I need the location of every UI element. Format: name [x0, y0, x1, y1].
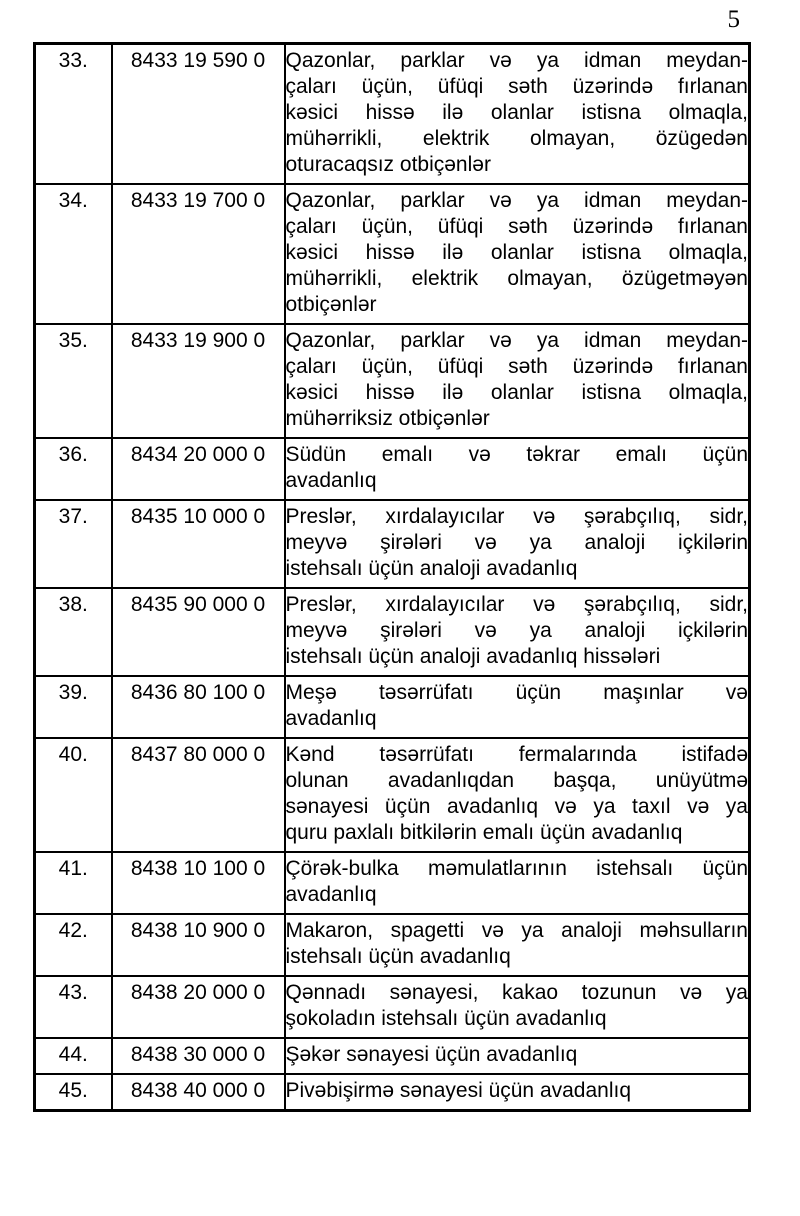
description-line: Makaron, spagetti və ya analoji məhsulların: [285, 919, 748, 942]
table-row: [35, 588, 750, 676]
description-line: şokoladın istehsalı üçün avadanlıq: [285, 1007, 607, 1030]
row-number-cell: 39.: [35, 676, 112, 738]
description-line: Qazonlar, parklar və ya idman meydan-: [285, 329, 748, 352]
code-cell: 8438 20 000 0: [112, 976, 285, 1038]
code-cell: 8435 90 000 0: [112, 588, 285, 676]
description-cell: [285, 438, 750, 500]
code-cell: 8433 19 590 0: [112, 44, 285, 185]
row-number-cell: 42.: [35, 914, 112, 976]
row-number-cell: 40.: [35, 738, 112, 852]
description-line: Südün emalı və təkrar emalı üçün: [285, 443, 748, 466]
description-line: mühərrikli, elektrik olmayan, özügedən: [285, 127, 748, 150]
table-row: [35, 438, 750, 500]
description-line: sənayesi üçün avadanlıq və ya taxıl və ya: [285, 795, 748, 818]
description-line: Qazonlar, parklar və ya idman meydan-: [285, 189, 748, 212]
description-cell: [285, 1038, 750, 1074]
table-row: [35, 324, 750, 438]
description-line: Şəkər sənayesi üçün avadanlıq: [285, 1043, 578, 1066]
page-number: 5: [727, 6, 740, 33]
description-line: quru paxlalı bitkilərin emalı üçün avadanlıq: [285, 821, 683, 844]
description-cell: [285, 44, 750, 185]
description-line: meyvə şirələri və ya analoji içkilərin: [285, 531, 748, 554]
code-cell: 8438 40 000 0: [112, 1074, 285, 1111]
description-line: istehsalı üçün analoji avadanlıq hissələri: [285, 645, 661, 668]
description-line: Qənnadı sənayesi, kakao tozunun və ya: [285, 981, 748, 1004]
description-cell: [285, 324, 750, 438]
description-line: Çörək-bulka məmulatlarının istehsalı üçün: [285, 857, 748, 880]
row-number-cell: 45.: [35, 1074, 112, 1111]
code-cell: 8436 80 100 0: [112, 676, 285, 738]
code-cell: 8438 30 000 0: [112, 1038, 285, 1074]
tariff-table: [33, 42, 751, 1112]
description-line: Qazonlar, parklar və ya idman meydan-: [285, 49, 748, 72]
code-cell: 8435 10 000 0: [112, 500, 285, 588]
table-row: [35, 500, 750, 588]
row-number-cell: 34.: [35, 184, 112, 324]
table-row: [35, 976, 750, 1038]
description-line: kəsici hissə ilə olanlar istisna olmaqla,: [285, 241, 748, 264]
description-cell: [285, 1074, 750, 1111]
row-number-cell: 37.: [35, 500, 112, 588]
code-cell: 8438 10 900 0: [112, 914, 285, 976]
description-line: Kənd təsərrüfatı fermalarında istifadə: [285, 743, 748, 766]
table-row: [35, 676, 750, 738]
code-cell: 8437 80 000 0: [112, 738, 285, 852]
description-line: istehsalı üçün analoji avadanlıq: [285, 557, 578, 580]
description-line: mühərriksiz otbiçənlər: [285, 407, 490, 430]
table-row: [35, 738, 750, 852]
row-number-cell: 44.: [35, 1038, 112, 1074]
description-line: avadanlıq: [285, 469, 377, 492]
description-cell: [285, 738, 750, 852]
description-line: kəsici hissə ilə olanlar istisna olmaqla,: [285, 381, 748, 404]
table-row: [35, 1074, 750, 1111]
row-number-cell: 33.: [35, 44, 112, 185]
description-line: meyvə şirələri və ya analoji içkilərin: [285, 619, 748, 642]
description-line: avadanlıq: [285, 707, 377, 730]
description-line: avadanlıq: [285, 883, 377, 906]
description-line: Pivəbişirmə sənayesi üçün avadanlıq: [285, 1079, 632, 1102]
table-row: [35, 184, 750, 324]
description-line: çaları üçün, üfüqi səth üzərində fırlanan: [285, 215, 748, 238]
code-cell: 8433 19 700 0: [112, 184, 285, 324]
description-line: mühərrikli, elektrik olmayan, özügetməyən: [285, 267, 748, 290]
description-cell: [285, 676, 750, 738]
table-row: [35, 852, 750, 914]
code-cell: 8438 10 100 0: [112, 852, 285, 914]
description-line: oturacaqsız otbiçənlər: [285, 153, 491, 176]
code-cell: 8434 20 000 0: [112, 438, 285, 500]
description-line: istehsalı üçün avadanlıq: [285, 945, 511, 968]
description-cell: [285, 500, 750, 588]
description-cell: [285, 852, 750, 914]
code-cell: 8433 19 900 0: [112, 324, 285, 438]
row-number-cell: 36.: [35, 438, 112, 500]
description-line: otbiçənlər: [285, 293, 377, 316]
table-row: [35, 44, 750, 185]
row-number-cell: 35.: [35, 324, 112, 438]
description-cell: [285, 184, 750, 324]
table-body: [35, 44, 750, 1111]
table-row: [35, 914, 750, 976]
description-cell: [285, 588, 750, 676]
description-line: olunan avadanlıqdan başqa, unüyütmə: [285, 769, 748, 792]
row-number-cell: 43.: [35, 976, 112, 1038]
description-line: Preslər, xırdalayıcılar və şərabçılıq, sidr,: [285, 505, 748, 528]
description-line: çaları üçün, üfüqi səth üzərində fırlanan: [285, 355, 748, 378]
row-number-cell: 38.: [35, 588, 112, 676]
description-line: Meşə təsərrüfatı üçün maşınlar və: [285, 681, 748, 704]
description-cell: [285, 976, 750, 1038]
description-line: çaları üçün, üfüqi səth üzərində fırlanan: [285, 75, 748, 98]
description-cell: [285, 914, 750, 976]
description-line: kəsici hissə ilə olanlar istisna olmaqla,: [285, 101, 748, 124]
row-number-cell: 41.: [35, 852, 112, 914]
description-line: Preslər, xırdalayıcılar və şərabçılıq, sidr,: [285, 593, 748, 616]
table-row: [35, 1038, 750, 1074]
